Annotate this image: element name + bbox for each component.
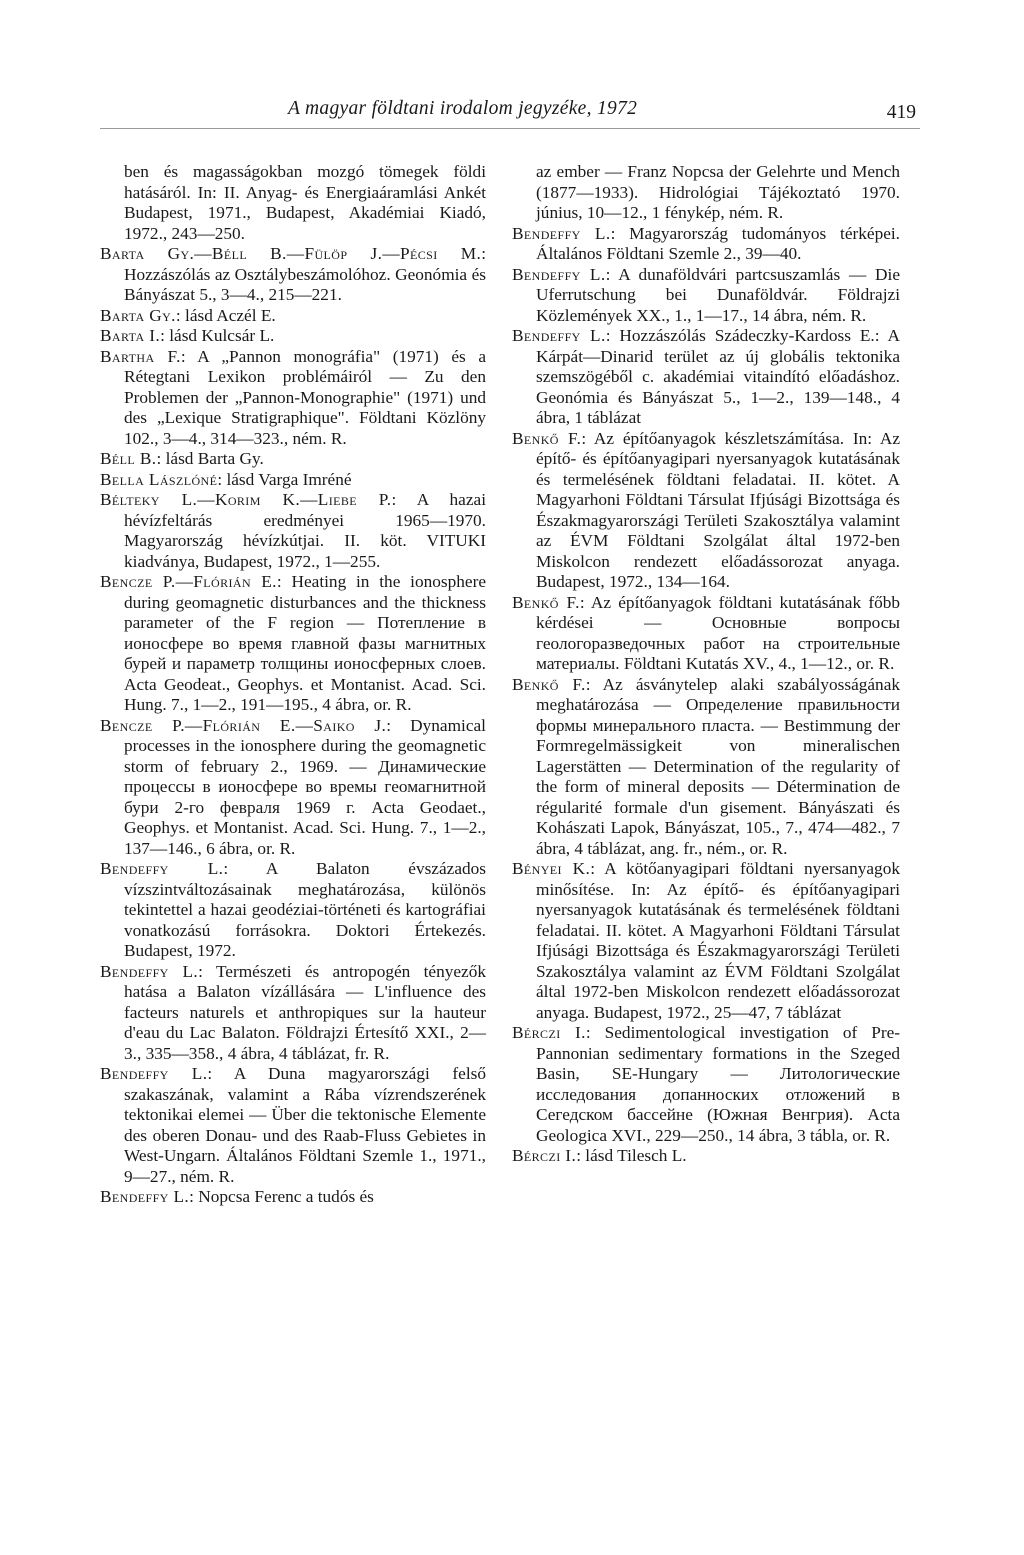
- entry-author: Barta I.: [100, 326, 161, 345]
- entry-author: Benkő F.: [512, 674, 586, 694]
- entry-text: : lásd Barta Gy.: [156, 449, 264, 468]
- entry-author: Barta Gy.: [100, 305, 176, 325]
- entry-text: : Az építőanyagok földtani kutatásának főbb kérdései — Основные вопросы геологоразведочных работ на строительные материалы. Földtani Kutatás XV., 4., 1—12., or. R.: [536, 592, 901, 673]
- bibliography-entry: [512, 859, 900, 1023]
- entry-text: : Nopcsa Ferenc a tudós és: [189, 1187, 374, 1206]
- bibliography-entry: [100, 962, 486, 1065]
- entry-author: Bencze P.—Flórián E.: [100, 572, 277, 591]
- bibliography-entry: [512, 265, 900, 327]
- entry-author: Bencze P.—Flórián E.—Saiko J.: [100, 715, 387, 735]
- entry-text: : lásd Kulcsár L.: [160, 326, 275, 345]
- entry-author: Bényei K.: [512, 859, 591, 878]
- entry-author: Benkő F.: [512, 592, 580, 612]
- bibliography-entry: [512, 326, 900, 429]
- entry-text: : lásd Varga Imréné: [217, 469, 352, 489]
- left-column: [100, 162, 486, 1208]
- entry-text: az ember — Franz Nopcsa der Gelehrte und Mench (1877—1933). Hidrológiai Tájékoztató 1970. június, 10—12., 1 fénykép, ném. R.: [536, 162, 900, 222]
- bibliography-entry: [100, 306, 486, 327]
- bibliography-entry: [512, 429, 900, 593]
- entry-author: Bendeffy L.: [512, 326, 606, 345]
- bibliography-entry: [100, 162, 486, 244]
- entry-text: : A Balaton évszázados vízszintváltozásainak meghatározása, különös tekintettel a hazai geodéziai-történeti és kartográfiai vonatkozású forrásokra. Doktori Értekezés. Budapest, 1972.: [124, 859, 486, 960]
- bibliography-entry: [100, 1187, 486, 1208]
- bibliography-entry: [100, 859, 486, 962]
- entry-author: Bérczi I.: [512, 1146, 577, 1165]
- entry-author: Bendeffy L.: [100, 961, 199, 981]
- entry-author: Bélteky L.—Korim K.—Liebe P.: [100, 490, 392, 509]
- entry-author: Bendeffy L.: [100, 1064, 208, 1083]
- entry-text: : A hazai hévízfeltárás eredményei 1965—1970. Magyarország hévízkútjai. II. köt. VITUKI kiadványa, Budapest, 1972., 1—255.: [124, 490, 486, 571]
- entry-text: : lásd Tilesch L.: [576, 1146, 687, 1165]
- entry-text: : Dynamical processes in the ionosphere during the geomagnetic storm of february 2., 1969. — Динамические процессы в ионосфере во времы геомагнитной бури 2-го февраля 1969 г. Acta Geodaet., Geophys. et Montanist. Acad. Sci. Hung. 7., 1—2., 137—146., 6 ábra, or. R.: [124, 715, 486, 858]
- bibliography-entry: [100, 572, 486, 716]
- entry-text: : A Duna magyarországi felső szakaszának, valamint a Rába vízrendszerének tektonikai elemei — Über die tektonische Elemente des oberen Donau- und des Raab-Fluss Gebietes in West-Ungarn. Általános Földtani Szemle 1., 1971., 9—27., ném. R.: [124, 1064, 486, 1186]
- bibliography-entry: [100, 244, 486, 306]
- bibliography-entry: [512, 593, 900, 675]
- header-rule: [100, 128, 920, 129]
- bibliography-entry: [100, 347, 486, 450]
- bibliography-entry: [512, 1146, 900, 1167]
- bibliography-entry: [100, 716, 486, 860]
- bibliography-entry: [512, 162, 900, 224]
- entry-text: : Az ásványtelep alaki szabályosságának meghatározása — Определение правильности формы минерального пласта. — Bestimmung der Formregelmässigkeit von mineralischen Lagerstätten — Determination of the regularity of the form of mineral deposits — Détermination de régularité formale d'un gisement. Bányászati és Kohászati Lapok, Bányászat, 105., 7., 474—482., 7 ábra, 4 táblázat, ang. fr., ném., or. R.: [536, 674, 901, 858]
- entry-text: : Hozzászólás az Osztálybeszámolóhoz. Geonómia és Bányászat 5., 3—4., 215—221.: [124, 244, 486, 304]
- entry-author: Benkő F.: [512, 428, 582, 448]
- entry-text: : Természeti és antropogén tényezők hatása a Balaton vízállására — L'influence des facteurs naturels et anthropiques sur la hauteur d'eau du Lac Balaton. Földrajzi Értesítő XXI., 2—3., 335—358., 4 ábra, 4 táblázat, fr. R.: [124, 961, 486, 1063]
- entry-text: : lásd Aczél E.: [175, 305, 276, 325]
- bibliography-entry: [100, 449, 486, 470]
- running-title: A magyar földtani irodalom jegyzéke, 1972: [288, 98, 638, 119]
- entry-author: Béll B.: [100, 449, 157, 468]
- entry-author: Bendeffy L.: [100, 859, 224, 878]
- bibliography-entry: [100, 470, 486, 491]
- entry-text: : Az építőanyagok készletszámítása. In: Az építő- és építőanyagipari nyersanyagok kutatásának és termelésének földtani feladatai. II. kötet. A Magyarhoni Földtani Társulat Ifjúsági Bizottsága és Északmagyarországi Területi Szakosztálya valamint az ÉVM Földtani Szolgálat által 1972-ben Miskolcon rendezett előadássorozat anyaga. Budapest, 1972., 134—164.: [536, 428, 900, 591]
- entry-text: : Sedimentological investigation of Pre-Pannonian sedimentary formations in the Szeged Basin, SE-Hungary — Литологические исследования допанноских отложений в Сегедском бассейне (Южная Венгрия). Acta Geologica XVI., 229—250., 14 ábra, 3 tábla, or. R.: [536, 1023, 900, 1145]
- entry-author: Bartha F.: [100, 346, 181, 366]
- entry-author: Bendeffy L.: [100, 1187, 190, 1206]
- bibliography-entry: [512, 1023, 900, 1146]
- bibliography-entry: [512, 675, 900, 860]
- entry-author: Bendeffy L.: [512, 264, 606, 284]
- entry-text: : A kötőanyagipari földtani nyersanyagok minősítése. In: Az építő- és építőanyagipari nyersanyagok kutatásának és termelésének földtani feladatai. II. kötet. A Magyarhoni Földtani Társulat Ifjúsági Bizottsága és Északmagyarországi Területi Szakosztálya valamint az ÉVM Földtani Szolgálat által 1972-ben Miskolcon rendezett előadássorozat anyaga. Budapest, 1972., 25—47, 7 táblázat: [536, 859, 900, 1022]
- entry-author: Barta Gy.—Béll B.—Fülöp J.—Pécsi M.: [100, 244, 482, 263]
- entry-author: Bella Lászlóné: [100, 469, 218, 489]
- entry-author: Bendeffy L.: [512, 223, 611, 243]
- bibliography-entry: [100, 326, 486, 347]
- bibliography-entry: [512, 224, 900, 265]
- entry-text: : Heating in the ionosphere during geomagnetic disturbances and the thickness parameter of the F region — Потепление в ионосфере во время главной фазы магнитных бурей и параметр толщины ионосферных слоев. Acta Geodeat., Geophys. et Montanist. Acad. Sci. Hung. 7., 1—2., 191—195., 4 ábra, or. R.: [124, 572, 486, 714]
- right-column: [512, 162, 900, 1167]
- entry-text: : Magyarország tudományos térképei. Általános Földtani Szemle 2., 39—40.: [536, 223, 900, 263]
- entry-text: : A „Pannon monográfia" (1971) és a Rétegtani Lexikon problémáiról — Zu den Problemen der „Pannon-Monographie" (1971) und des „Lexique Stratigraphique". Földtani Közlöny 102., 3—4., 314—323., ném. R.: [124, 346, 486, 448]
- entry-text: : A dunaföldvári partcsuszamlás — Die Uferrutschung bei Dunaföldvár. Földrajzi Közlemények XX., 1., 1—17., 14 ábra, ném. R.: [536, 264, 900, 325]
- entry-text: : Hozzászólás Szádeczky-Kardoss E.: A Kárpát—Dinarid terület az új globális tektonika szemszögéből c. akadémiai vitaindító előadáshoz. Geonómia és Bányászat 5., 1—2., 139—148., 4 ábra, 1 táblázat: [536, 326, 900, 427]
- page-header: [100, 98, 920, 132]
- bibliography-entry: [100, 1064, 486, 1187]
- entry-text: ben és magasságokban mozgó tömegek földi hatásáról. In: II. Anyag- és Energiaáramlási Ankét Budapest, 1971., Budapest, Akadémiai Kiadó, 1972., 243—250.: [124, 162, 486, 243]
- page-number: 419: [886, 102, 916, 123]
- entry-author: Bérczi I.: [512, 1023, 586, 1042]
- bibliography-entry: [100, 490, 486, 572]
